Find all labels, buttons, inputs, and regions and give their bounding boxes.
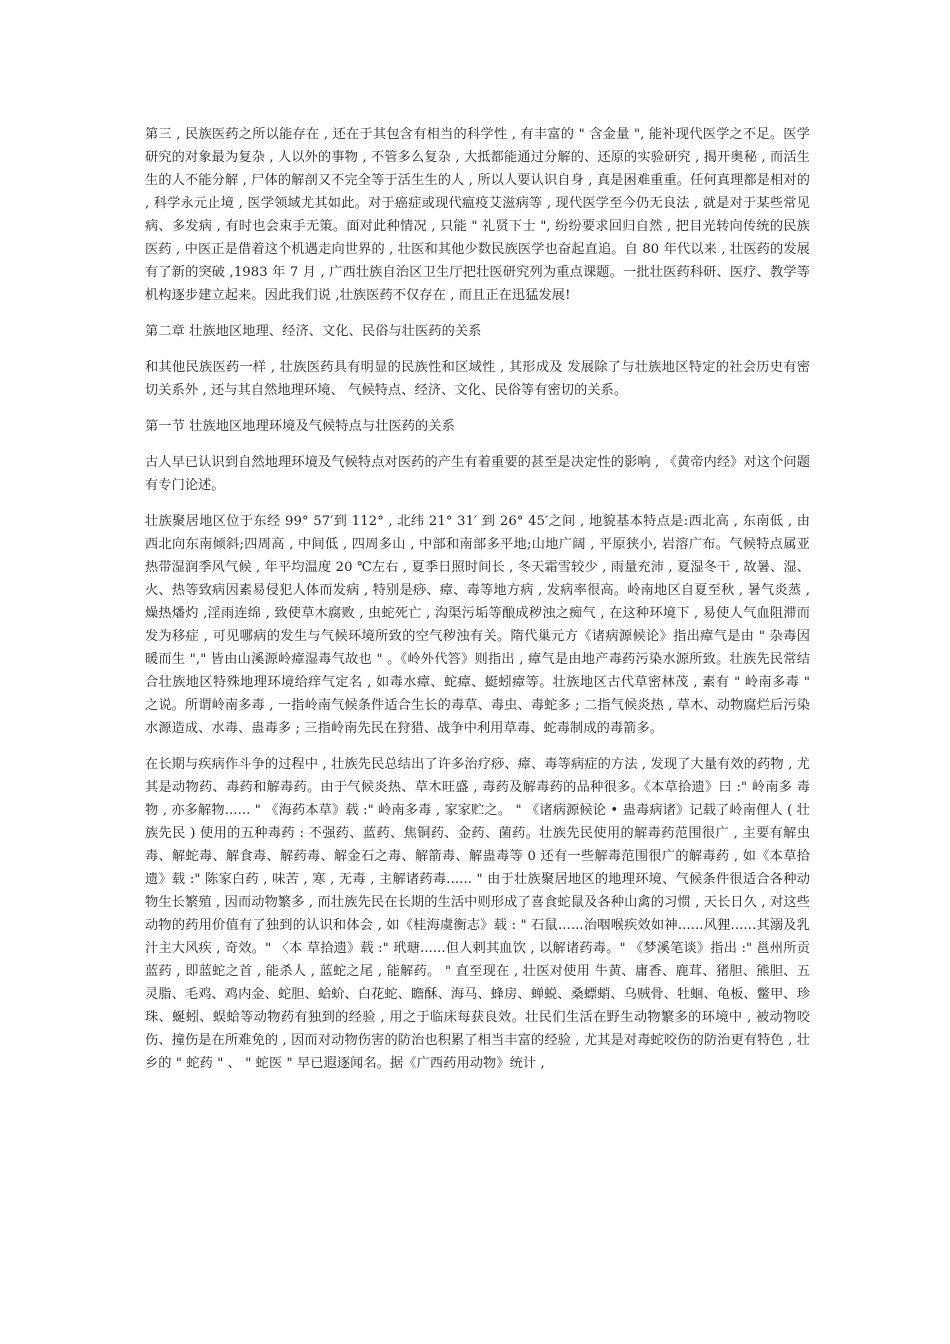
chapter-heading: 第二章 壮族地区地理、经济、文化、民俗与壮医药的关系: [145, 324, 482, 339]
paragraph-ancient-recognition: 古人早已认识到自然地理环境及气候特点对医药的产生有着重要的甚至是决定性的影响 , 《黄帝内经》对这个问题有专门论述。: [145, 455, 810, 493]
paragraph-medicine-practice: 在长期与疾病作斗争的过程中 , 壮族先民总结出了许多治疗痧、瘴、毒等病症的方法 , 发现了大量有效的药物 , 尤其是动物药、毒药和解毒药。由于气候炎热、草木旺盛 , 毒药及解毒药的品种很多。《本草拾遗》曰 :" 岭南多 毒物 , 亦多解物...... " 《海药本草》载 :" 岭南多毒 , 家家贮之。 " 《诸病源候论 • 蛊毒病诸》记载了岭南俚人 ( 壮族先民 ) 使用的五种毒药 : 不强药、蓝药、焦铜药、金药、菌药。壮族先民使用的解毒药范围很广 , 主要有解虫毒、解蛇毒、解食毒、解药毒、解金石之毒、解箭毒、解蛊毒等 0 还有一些解毒范围很广的解毒药 , 如《本草拾遗》载 :" 陈家白药 , 味苦 , 寒 , 无毒 , 主解诸药毒...... " 由于壮族聚居地区的地理环境、气候条件很适合各种动物生长繁殖 , 因而动物繁多 , 而壮族先民在长期的生活中则形成了喜食蛇鼠及各种山禽的习惯 , 天长日久 , 对这些动物的药用价值有了独到的认识和体会 , 如《桂海虞衡志》载 : " 石鼠......治咽喉疾效如神......风狸......其溺及乳汁主大风疾 , 奇效。" 〈本 草拾遗》载 :" 玳瑭......但人剌其血饮 , 以解诸药毒。" 《梦溪笔谈》指出 :" 邕州所贡蓝药 , 即蓝蛇之首 , 能杀人 , 蓝蛇之尾 , 能解药。 " 直至现在 , 壮医对使用 牛黄、庸香、鹿茸、猪胆、熊胆、五灵脂、毛鸡、鸡内金、蛇胆、蛤蚧、白花蛇、瞻酥、海马、蜂房、蝉蜕、桑螵蛸、乌贼骨、牡蛔、龟板、鳖甲、珍珠、蜒蚓、蜈蛤等动物药有独到的经验 , 用之于临床每获良效。壮民们生活在野生动物繁多的环境中 , 被动物咬伤、撞伤是在所难免的 , 因而对动物伤害的防治也积累了相当丰富的经验 , 尤其是对毒蛇咬伤的防治更有特色 , 壮乡的 " 蛇药 " 、 " 蛇医 " 早已遐逐闻名。据《广西药用动物》统计 ,: [145, 757, 810, 1071]
paragraph-third-point: 第三 , 民族医药之所以能存在 , 还在于其包含有相当的科学性 , 有丰富的 " 含金量 ", 能补现代医学之不足。医学研究的对象最为复杂 , 人以外的事物 , 不管多么复杂 , 大抵都能通过分解的、还原的实验研究 , 揭开奥秘 , 而活生生的人不能分解 , 尸体的解剖又不完全等于活生生的人 , 所以人要认识自身 , 真是困难重重。任何真理都是相对的 , 科学永元止境 , 医学领域尤其如此。对于癌症或现代瘟疫艾滋病等 , 现代医学至今仍无良法 , 就是对于某些常见病、多发病 , 有时也会束手无策。面对此种情况 , 只能 " 礼贤下士 ", 纷纷要求回归自然 , 把目光转向传统的民族医药 , 中医正是借着这个机遇走向世界的 , 壮医和其他少数民族医学也奋起直追。自 80 年代以来 , 壮医药的发展有了新的突破 ,1983 年 7 月 , 广西壮族自治区卫生厅把壮医研究列为重点课题。一批壮医药科研、医疗、教学等机构逐步建立起来。因此我们说 ,壮族医药不仅存在 , 而且正在迅猛发展!: [145, 127, 810, 303]
section-heading: 第一节 壮族地区地理环境及气候特点与壮医药的关系: [145, 419, 455, 434]
document-page: [145, 123, 810, 1088]
paragraph-geography-climate: 壮族聚居地区位于东经 99° 57′到 112° , 北纬 21° 31′ 到 26° 45′之间 , 地貌基本特点是:西北高 , 东南低 , 由西北向东南倾斜;四周高 , 中间低 , 四周多山 , 中部和南部多平地;山地广阔 , 平原狭小, 岩溶广布。气候特点属亚热带湿润季风气候 , 年平均温度 20 ℃左右 , 夏季日照时间长 , 冬天霜雪较少 , 雨量充沛 , 夏湿冬干 , 故暑、湿、火、热等致病因素易侵犯人体而发病 , 特别是痧、瘴、毒等地方病 , 发病率很高。岭南地区自夏至秋 , 暑气炎蒸 , 燥热燔灼 ,淫雨连绵 , 致使草木腐败 , 虫蛇死亡 , 沟渠污垢等酿成秽浊之痴气 , 在这种环境下 , 易使人气血阻滞而发为移症 , 可见哪病的发生与气候环境所致的空气秽浊有关。隋代巢元方《诸病源候论》指出瘴气是由 " 杂毒因暖而生 "," 皆由山溪源岭瘴湿毒气故也 " 。《岭外代答》则指出 , 瘴气是由地产毒药污染水源所致。壮族先民常结合壮族地区特殊地理环境给痒气定名 , 如毒水瘴、蛇瘴、蜓蚓瘴等。壮族地区古代草密林茂 , 素有 " 岭南多毒 " 之说。所谓岭南多毒 , 一指岭南气候条件适合生长的毒草、毒虫、毒蛇多 ; 二指气候炎热 , 草木、动物腐烂后污染水源造成、水毒、蛊毒多 ; 三指岭南先民在狩猎、战争中利用草毒、蛇毒制成的毒箭多。: [145, 514, 810, 736]
paragraph-chapter-intro: 和其他民族医药一样 , 壮族医药具有明显的民族性和区域性 , 其形成及 发展除了与壮族地区特定的社会历史有密切关系外 , 还与其自然地理环境、 气候特点、经济、文化、民俗等有密切的关系。: [145, 360, 810, 398]
